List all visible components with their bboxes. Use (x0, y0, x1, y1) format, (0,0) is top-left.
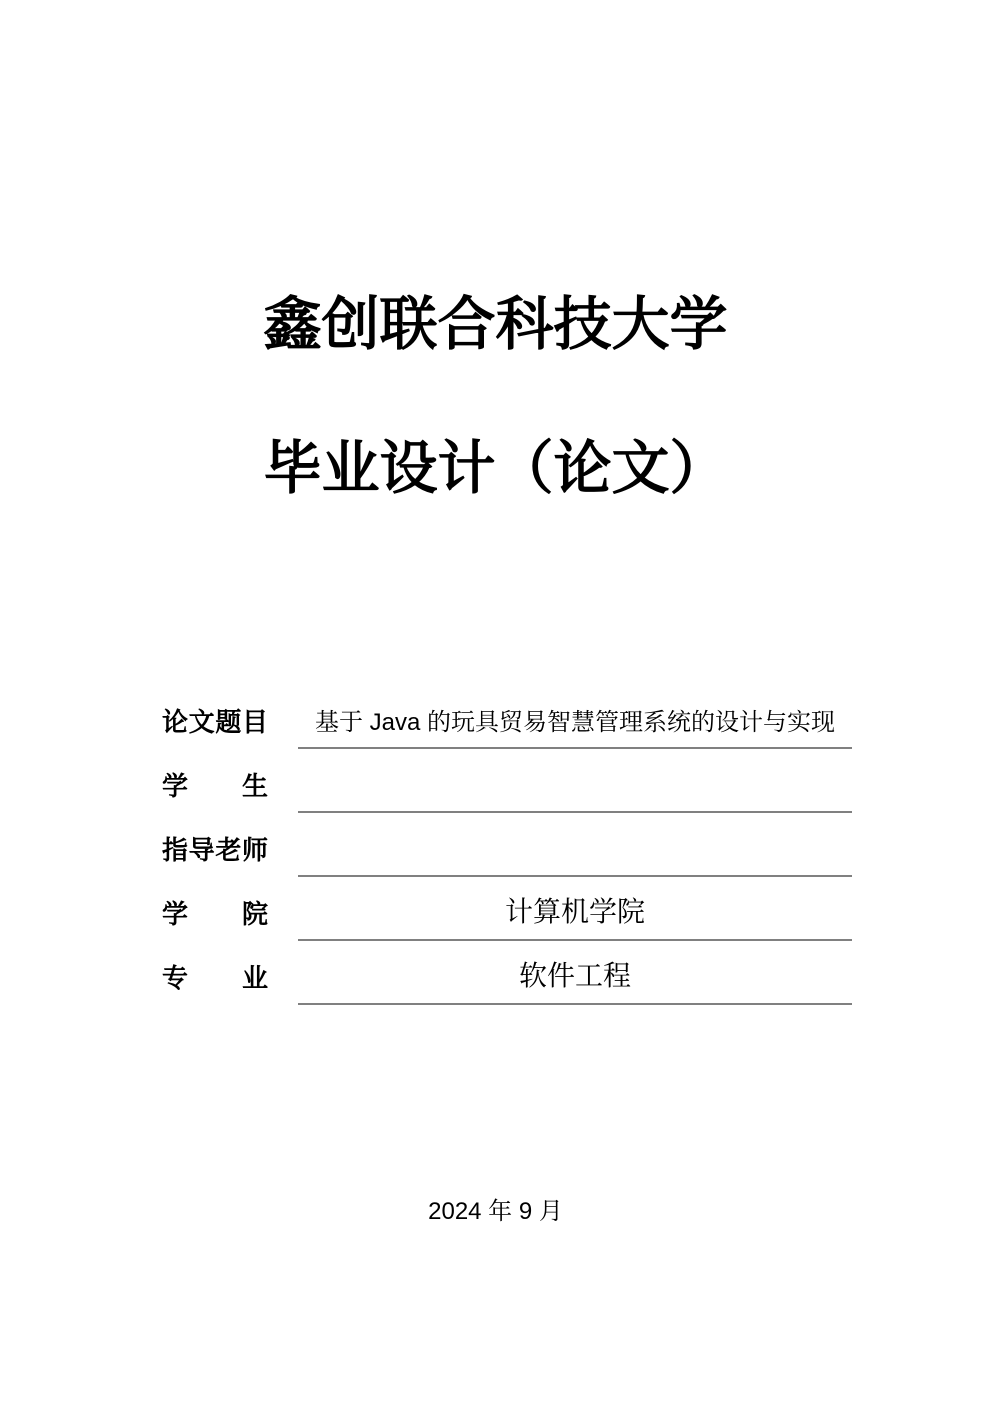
university-name: 鑫创联合科技大学 (263, 292, 728, 357)
completion-date: 2024 年 9 月 (428, 1198, 563, 1225)
form-row-major (162, 941, 852, 1005)
college-label: 学 院 (162, 899, 268, 930)
thesis-title-label: 论文题目 (162, 707, 268, 738)
major-label: 专 业 (162, 963, 268, 994)
form-row-student (162, 749, 852, 813)
major-value: 软件工程 (298, 941, 852, 1005)
form-row-thesis-title (162, 685, 852, 749)
cover-info-form (162, 685, 852, 1005)
student-label: 学 生 (162, 771, 268, 802)
form-row-college (162, 877, 852, 941)
college-value: 计算机学院 (298, 877, 852, 941)
advisor-label: 指导老师 (162, 835, 268, 866)
advisor-value (298, 813, 852, 877)
thesis-title-value: 基于 Java 的玩具贸易智慧管理系统的设计与实现 (298, 685, 852, 749)
student-value (298, 749, 852, 813)
document-type-title: 毕业设计（论文） (263, 436, 728, 501)
form-row-advisor (162, 813, 852, 877)
